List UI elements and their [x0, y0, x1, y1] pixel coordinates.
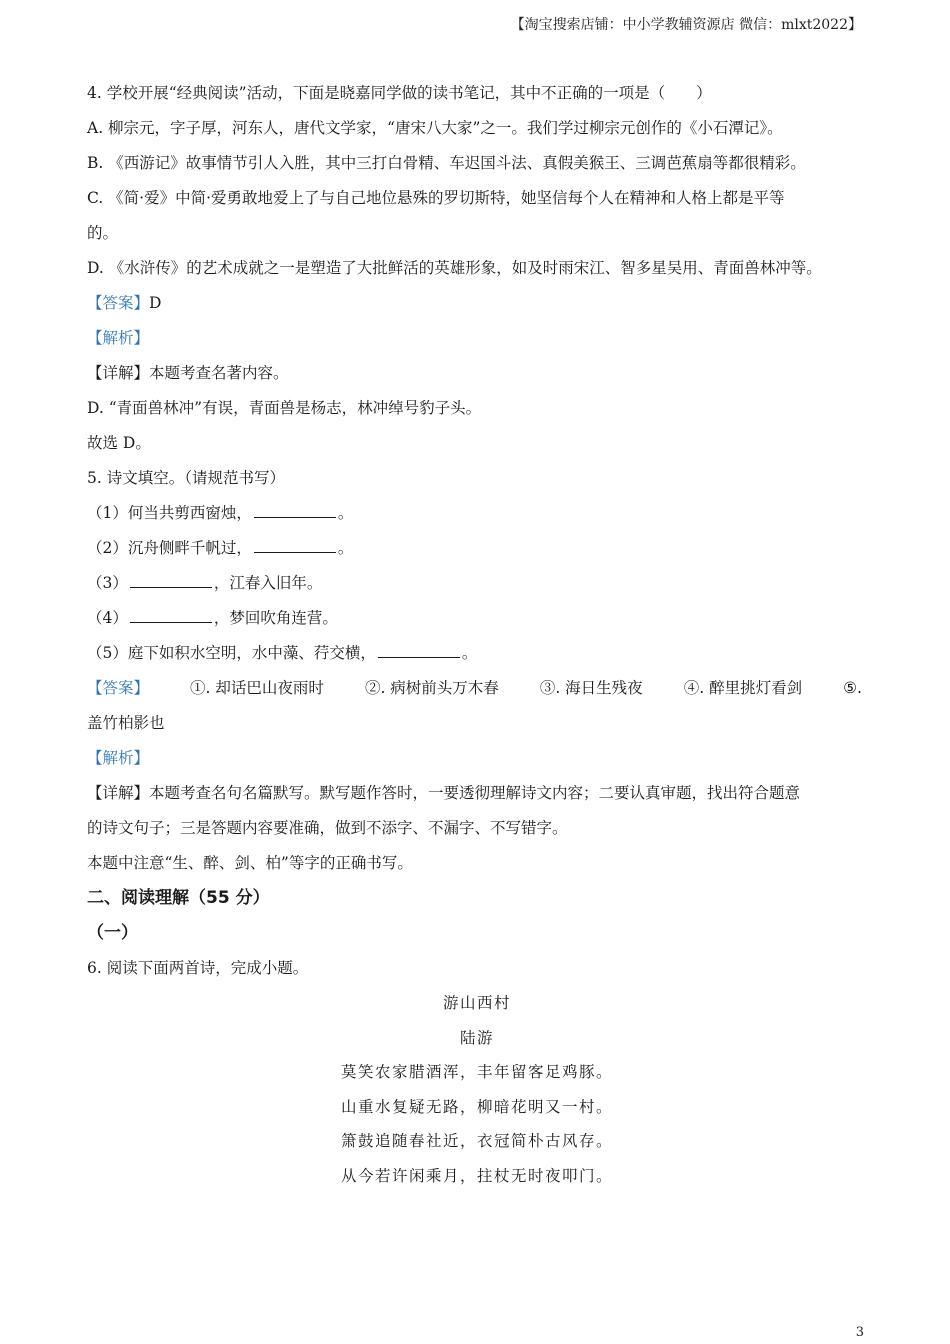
- q5-answer-cont: 盖竹柏影也: [87, 714, 165, 732]
- q4-option-d: D. 《水浒传》的艺术成就之一是塑造了大批鲜活的英雄形象，如及时雨宋江、智多星吴用、青面兽林冲等。: [87, 259, 822, 277]
- poem-line: 从今若许闲乘月，拄杖无时夜叩门。: [340, 1166, 613, 1185]
- q5-item-text: 。: [337, 539, 354, 557]
- q6-stem: 6. 阅读下面两首诗，完成小题。: [87, 959, 309, 977]
- q4-option-c: C. 《简·爱》中简·爱勇敢地爱上了与自己地位悬殊的罗切斯特，她坚信每个人在精神和人格上都是平等: [87, 189, 785, 207]
- q5-item-3: [87, 566, 877, 601]
- detail-tag: 【详解】: [87, 364, 150, 382]
- document-body: [87, 76, 877, 1193]
- poem-title: 游山西村: [442, 994, 511, 1012]
- q4-stem: 4. 学校开展“经典阅读”活动，下面是晓嘉同学做的读书笔记，其中不正确的一项是（ ）: [87, 84, 712, 102]
- fill-blank: [254, 538, 336, 553]
- answer-item-2: ②. 病树前头万木春: [364, 679, 499, 697]
- section-title: 二、阅读理解（55 分）: [87, 888, 270, 908]
- q5-detail-cont: 的诗文句子；三是答题内容要准确，做到不添字、不漏字、不写错字。: [87, 819, 568, 837]
- answer-item-4: ④. 醉里挑灯看剑: [683, 679, 803, 697]
- answer-tag: 【答案】: [87, 294, 150, 312]
- q5-item-text: （1）何当共剪西窗烛，: [87, 504, 252, 522]
- q5-item-text: （2）沉舟侧畔千帆过，: [87, 539, 252, 557]
- q5-item-text: 。: [461, 644, 478, 662]
- q4-explain: D. “青面兽林冲”有误，青面兽是杨志，林冲绰号豹子头。: [87, 399, 482, 417]
- q4-detail: [87, 356, 877, 391]
- q5-answers: [87, 671, 862, 706]
- fill-blank: [130, 573, 212, 588]
- q5-item-text: ，江春入旧年。: [213, 574, 323, 592]
- section-subtitle: （一）: [87, 923, 138, 943]
- answer-value: D: [149, 294, 162, 312]
- q5-item-2: [87, 531, 877, 566]
- q5-item-text: （5）庭下如积水空明，水中藻、荇交横，: [87, 644, 376, 662]
- q5-stem: 5. 诗文填空。（请规范书写）: [87, 469, 285, 487]
- answer-tag: 【答案】: [87, 679, 150, 697]
- detail-text: 本题考查名句名篇默写。默写题作答时，一要透彻理解诗文内容；二要认真审题，找出符合题意: [149, 784, 801, 802]
- poem-line: 莫笑农家腊酒浑，丰年留客足鸡豚。: [340, 1063, 613, 1081]
- analysis-tag: 【解析】: [87, 749, 150, 767]
- header-note: 【淘宝搜索店铺：中小学教辅资源店 微信：mlxt2022】: [510, 17, 862, 33]
- q4-option-a: A. 柳宗元，字子厚，河东人，唐代文学家，“唐宋八大家”之一。我们学过柳宗元创作的《小石潭记》。: [87, 119, 783, 137]
- q5-item-text: （3）: [87, 574, 128, 592]
- answer-item-5: ⑤.: [843, 679, 862, 697]
- q5-item-5: [87, 636, 877, 671]
- q5-item-text: 。: [337, 504, 354, 522]
- analysis-tag: 【解析】: [87, 329, 150, 347]
- q5-item-1: [87, 496, 877, 531]
- q4-option-b: B. 《西游记》故事情节引人入胜，其中三打白骨精、车迟国斗法、真假美猴王、三调芭蕉扇等都很精彩。: [87, 154, 806, 172]
- detail-tag: 【详解】: [87, 784, 150, 802]
- q4-answer: [87, 286, 877, 321]
- q5-analysis: [87, 741, 877, 776]
- answer-item-1: ①. 却话巴山夜雨时: [190, 679, 324, 697]
- q4-option-c-cont: 的。: [87, 224, 119, 242]
- detail-text: 本题考查名著内容。: [149, 364, 289, 382]
- poem-line: 箫鼓追随春社近，衣冠简朴古风存。: [340, 1132, 613, 1150]
- q4-analysis: [87, 321, 877, 356]
- poem-line: 山重水复疑无路，柳暗花明又一村。: [340, 1097, 613, 1116]
- fill-blank: [130, 608, 212, 623]
- poem: [87, 986, 867, 1193]
- q4-conclusion: 故选 D。: [87, 434, 151, 452]
- q5-item-text: ，梦回吹角连营。: [213, 609, 338, 627]
- fill-blank: [254, 503, 336, 518]
- q5-item-text: （4）: [87, 609, 128, 627]
- q5-detail: [87, 776, 877, 811]
- q5-note: 本题中注意“生、醉、剑、柏”等字的正确书写。: [87, 854, 413, 872]
- q5-item-4: [87, 601, 877, 636]
- fill-blank: [378, 643, 460, 658]
- answer-item-3: ③. 海日生残夜: [539, 679, 643, 697]
- page-number: 3: [855, 1325, 864, 1340]
- poem-author: 陆游: [459, 1028, 494, 1047]
